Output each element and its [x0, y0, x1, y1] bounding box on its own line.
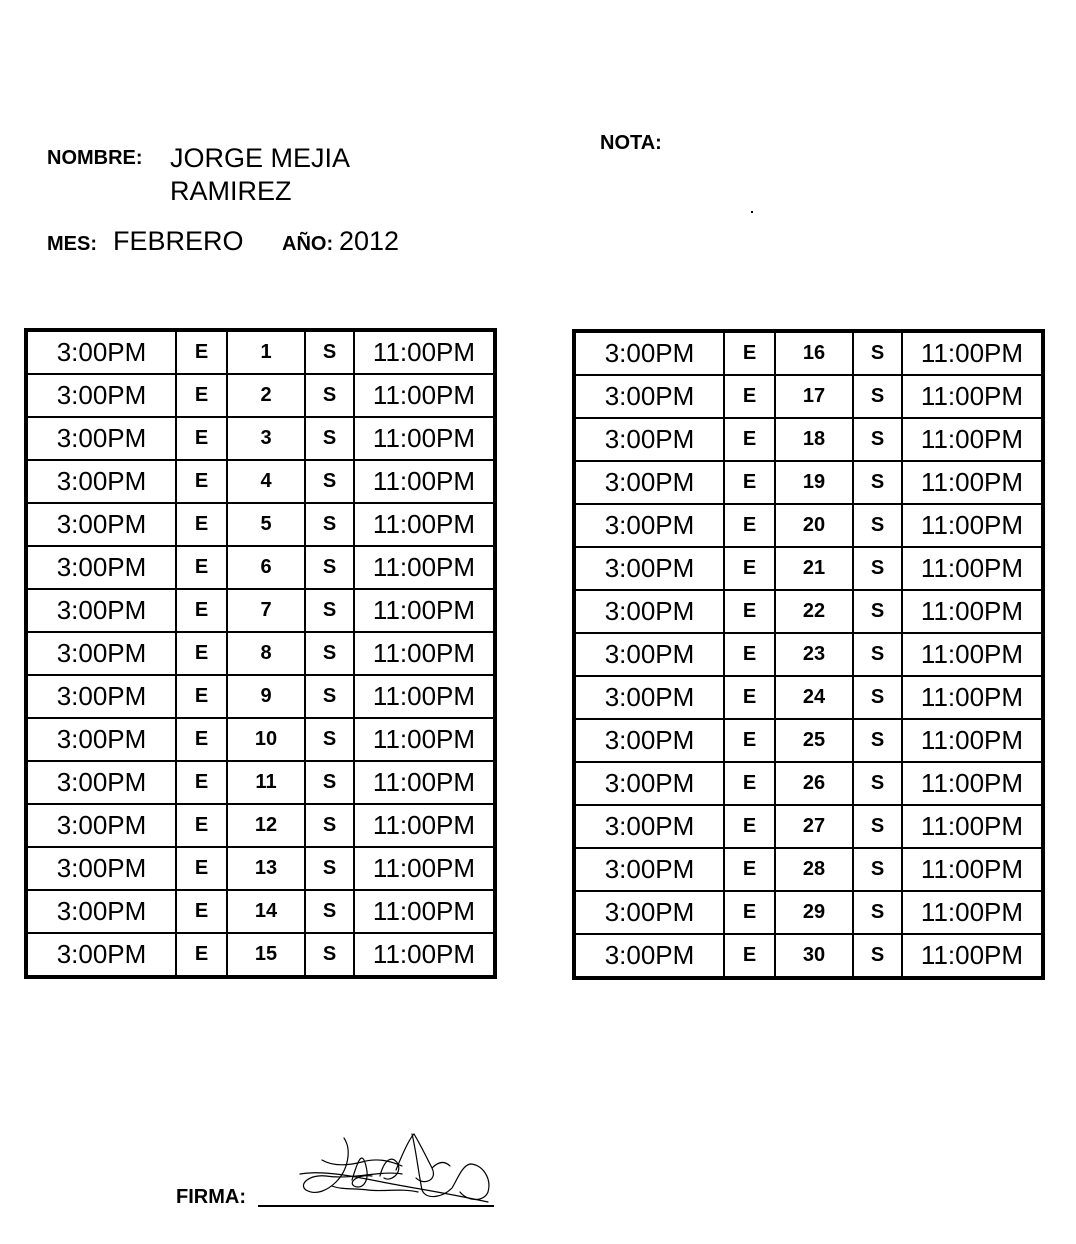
exit-time-cell: 11:00PM: [902, 547, 1043, 590]
exit-time-cell: 11:00PM: [902, 848, 1043, 891]
exit-mark-cell: S: [305, 718, 354, 761]
table-row: [26, 417, 495, 460]
exit-mark-cell: S: [853, 848, 902, 891]
exit-time-cell: 11:00PM: [902, 805, 1043, 848]
exit-time-cell: 11:00PM: [902, 504, 1043, 547]
exit-mark-cell: S: [305, 847, 354, 890]
day-number-cell: 28: [775, 848, 853, 891]
exit-time-cell: 11:00PM: [902, 590, 1043, 633]
exit-mark-cell: S: [853, 590, 902, 633]
entry-mark-cell: E: [176, 417, 227, 460]
day-number-cell: 29: [775, 891, 853, 934]
entry-mark-cell: E: [176, 460, 227, 503]
exit-mark-cell: S: [305, 546, 354, 589]
exit-time-cell: 11:00PM: [902, 934, 1043, 978]
entry-time-cell: 3:00PM: [26, 804, 176, 847]
exit-time-cell: 11:00PM: [902, 375, 1043, 418]
entry-mark-cell: E: [724, 805, 775, 848]
entry-time-cell: 3:00PM: [574, 934, 724, 978]
exit-time-cell: 11:00PM: [354, 330, 495, 374]
exit-mark-cell: S: [305, 761, 354, 804]
entry-mark-cell: E: [176, 804, 227, 847]
nombre-value-line2: RAMIREZ: [170, 176, 292, 206]
entry-mark-cell: E: [176, 589, 227, 632]
entry-time-cell: 3:00PM: [574, 331, 724, 375]
day-number-cell: 21: [775, 547, 853, 590]
exit-mark-cell: S: [853, 805, 902, 848]
exit-mark-cell: S: [853, 461, 902, 504]
entry-mark-cell: E: [176, 374, 227, 417]
table-row: [26, 546, 495, 589]
exit-time-cell: 11:00PM: [354, 460, 495, 503]
table-row: [26, 761, 495, 804]
attendance-table-right: [572, 329, 1045, 980]
exit-time-cell: 11:00PM: [354, 847, 495, 890]
entry-mark-cell: E: [724, 934, 775, 978]
table-row: [574, 461, 1043, 504]
exit-time-cell: 11:00PM: [902, 676, 1043, 719]
entry-time-cell: 3:00PM: [26, 675, 176, 718]
entry-mark-cell: E: [176, 933, 227, 977]
entry-time-cell: 3:00PM: [574, 805, 724, 848]
table-row: [26, 330, 495, 374]
exit-mark-cell: S: [305, 417, 354, 460]
entry-mark-cell: E: [176, 632, 227, 675]
exit-time-cell: 11:00PM: [902, 762, 1043, 805]
entry-mark-cell: E: [176, 761, 227, 804]
entry-mark-cell: E: [724, 762, 775, 805]
entry-mark-cell: E: [176, 330, 227, 374]
nombre-label: NOMBRE:: [47, 147, 143, 169]
day-number-cell: 1: [227, 330, 305, 374]
table-row: [574, 719, 1043, 762]
entry-time-cell: 3:00PM: [574, 461, 724, 504]
exit-mark-cell: S: [305, 589, 354, 632]
table-row: [26, 804, 495, 847]
day-number-cell: 7: [227, 589, 305, 632]
day-number-cell: 10: [227, 718, 305, 761]
exit-time-cell: 11:00PM: [902, 719, 1043, 762]
day-number-cell: 22: [775, 590, 853, 633]
exit-time-cell: 11:00PM: [354, 675, 495, 718]
entry-time-cell: 3:00PM: [26, 847, 176, 890]
anio-value: 2012: [339, 226, 400, 256]
exit-time-cell: 11:00PM: [354, 933, 495, 977]
exit-time-cell: 11:00PM: [902, 331, 1043, 375]
exit-mark-cell: S: [853, 676, 902, 719]
mes-label: MES:: [47, 233, 97, 255]
exit-time-cell: 11:00PM: [902, 633, 1043, 676]
day-number-cell: 6: [227, 546, 305, 589]
exit-time-cell: 11:00PM: [902, 461, 1043, 504]
day-number-cell: 13: [227, 847, 305, 890]
exit-mark-cell: S: [305, 632, 354, 675]
entry-time-cell: 3:00PM: [574, 375, 724, 418]
table-row: [574, 891, 1043, 934]
entry-time-cell: 3:00PM: [574, 848, 724, 891]
exit-mark-cell: S: [305, 503, 354, 546]
day-number-cell: 8: [227, 632, 305, 675]
entry-mark-cell: E: [724, 891, 775, 934]
exit-time-cell: 11:00PM: [354, 589, 495, 632]
day-number-cell: 18: [775, 418, 853, 461]
exit-time-cell: 11:00PM: [354, 374, 495, 417]
exit-mark-cell: S: [305, 330, 354, 374]
entry-time-cell: 3:00PM: [26, 632, 176, 675]
day-number-cell: 5: [227, 503, 305, 546]
entry-mark-cell: E: [724, 848, 775, 891]
day-number-cell: 24: [775, 676, 853, 719]
exit-time-cell: 11:00PM: [354, 546, 495, 589]
entry-mark-cell: E: [724, 461, 775, 504]
entry-time-cell: 3:00PM: [26, 718, 176, 761]
table-row: [574, 805, 1043, 848]
entry-time-cell: 3:00PM: [26, 374, 176, 417]
exit-mark-cell: S: [853, 418, 902, 461]
entry-time-cell: 3:00PM: [26, 761, 176, 804]
exit-mark-cell: S: [853, 375, 902, 418]
exit-time-cell: 11:00PM: [354, 761, 495, 804]
day-number-cell: 20: [775, 504, 853, 547]
table-row: [574, 547, 1043, 590]
exit-time-cell: 11:00PM: [354, 632, 495, 675]
exit-time-cell: 11:00PM: [354, 718, 495, 761]
entry-time-cell: 3:00PM: [26, 330, 176, 374]
entry-time-cell: 3:00PM: [26, 933, 176, 977]
day-number-cell: 25: [775, 719, 853, 762]
exit-mark-cell: S: [853, 762, 902, 805]
exit-mark-cell: S: [853, 331, 902, 375]
entry-time-cell: 3:00PM: [26, 460, 176, 503]
day-number-cell: 11: [227, 761, 305, 804]
entry-mark-cell: E: [176, 503, 227, 546]
table-row: [26, 675, 495, 718]
entry-mark-cell: E: [176, 675, 227, 718]
day-number-cell: 17: [775, 375, 853, 418]
firma-label: FIRMA:: [176, 1186, 246, 1208]
entry-mark-cell: E: [176, 890, 227, 933]
entry-mark-cell: E: [724, 633, 775, 676]
table-row: [574, 934, 1043, 978]
exit-mark-cell: S: [853, 633, 902, 676]
entry-time-cell: 3:00PM: [26, 503, 176, 546]
table-row: [26, 632, 495, 675]
exit-mark-cell: S: [853, 891, 902, 934]
entry-time-cell: 3:00PM: [574, 418, 724, 461]
day-number-cell: 16: [775, 331, 853, 375]
table-row: [574, 331, 1043, 375]
entry-time-cell: 3:00PM: [26, 417, 176, 460]
entry-time-cell: 3:00PM: [26, 546, 176, 589]
exit-time-cell: 11:00PM: [354, 417, 495, 460]
exit-mark-cell: S: [305, 804, 354, 847]
entry-mark-cell: E: [176, 718, 227, 761]
handwritten-signature-icon: [292, 1130, 498, 1210]
exit-mark-cell: S: [853, 504, 902, 547]
table-row: [26, 847, 495, 890]
exit-time-cell: 11:00PM: [354, 503, 495, 546]
exit-mark-cell: S: [305, 374, 354, 417]
day-number-cell: 23: [775, 633, 853, 676]
table-row: [574, 590, 1043, 633]
table-row: [26, 890, 495, 933]
table-row: [574, 848, 1043, 891]
entry-mark-cell: E: [724, 418, 775, 461]
day-number-cell: 9: [227, 675, 305, 718]
anio-label: AÑO:: [282, 233, 334, 255]
exit-mark-cell: S: [853, 719, 902, 762]
entry-mark-cell: E: [176, 546, 227, 589]
entry-time-cell: 3:00PM: [574, 504, 724, 547]
entry-time-cell: 3:00PM: [574, 547, 724, 590]
table-row: [26, 933, 495, 977]
day-number-cell: 12: [227, 804, 305, 847]
entry-mark-cell: E: [724, 375, 775, 418]
day-number-cell: 27: [775, 805, 853, 848]
mes-value: FEBRERO: [113, 226, 244, 256]
entry-time-cell: 3:00PM: [574, 633, 724, 676]
table-row: [574, 676, 1043, 719]
exit-mark-cell: S: [305, 890, 354, 933]
table-row: [574, 375, 1043, 418]
entry-time-cell: 3:00PM: [574, 676, 724, 719]
stray-dot: [751, 211, 753, 213]
exit-time-cell: 11:00PM: [354, 804, 495, 847]
table-row: [574, 762, 1043, 805]
entry-time-cell: 3:00PM: [574, 762, 724, 805]
exit-mark-cell: S: [305, 460, 354, 503]
exit-time-cell: 11:00PM: [902, 418, 1043, 461]
day-number-cell: 19: [775, 461, 853, 504]
nota-label: NOTA:: [600, 132, 662, 154]
day-number-cell: 4: [227, 460, 305, 503]
entry-mark-cell: E: [176, 847, 227, 890]
day-number-cell: 3: [227, 417, 305, 460]
table-row: [26, 718, 495, 761]
entry-mark-cell: E: [724, 676, 775, 719]
entry-time-cell: 3:00PM: [574, 590, 724, 633]
entry-time-cell: 3:00PM: [26, 890, 176, 933]
exit-mark-cell: S: [305, 675, 354, 718]
day-number-cell: 2: [227, 374, 305, 417]
exit-mark-cell: S: [853, 547, 902, 590]
day-number-cell: 26: [775, 762, 853, 805]
entry-time-cell: 3:00PM: [26, 589, 176, 632]
exit-mark-cell: S: [305, 933, 354, 977]
exit-time-cell: 11:00PM: [902, 891, 1043, 934]
table-row: [26, 374, 495, 417]
day-number-cell: 30: [775, 934, 853, 978]
entry-time-cell: 3:00PM: [574, 719, 724, 762]
exit-mark-cell: S: [853, 934, 902, 978]
day-number-cell: 14: [227, 890, 305, 933]
table-row: [574, 504, 1043, 547]
day-number-cell: 15: [227, 933, 305, 977]
table-row: [26, 589, 495, 632]
entry-mark-cell: E: [724, 504, 775, 547]
entry-mark-cell: E: [724, 590, 775, 633]
table-row: [26, 503, 495, 546]
nombre-value-line1: JORGE MEJIA: [170, 143, 351, 173]
entry-mark-cell: E: [724, 547, 775, 590]
entry-mark-cell: E: [724, 719, 775, 762]
table-row: [574, 418, 1043, 461]
exit-time-cell: 11:00PM: [354, 890, 495, 933]
table-row: [574, 633, 1043, 676]
entry-mark-cell: E: [724, 331, 775, 375]
entry-time-cell: 3:00PM: [574, 891, 724, 934]
attendance-table-left: [24, 328, 497, 979]
table-row: [26, 460, 495, 503]
